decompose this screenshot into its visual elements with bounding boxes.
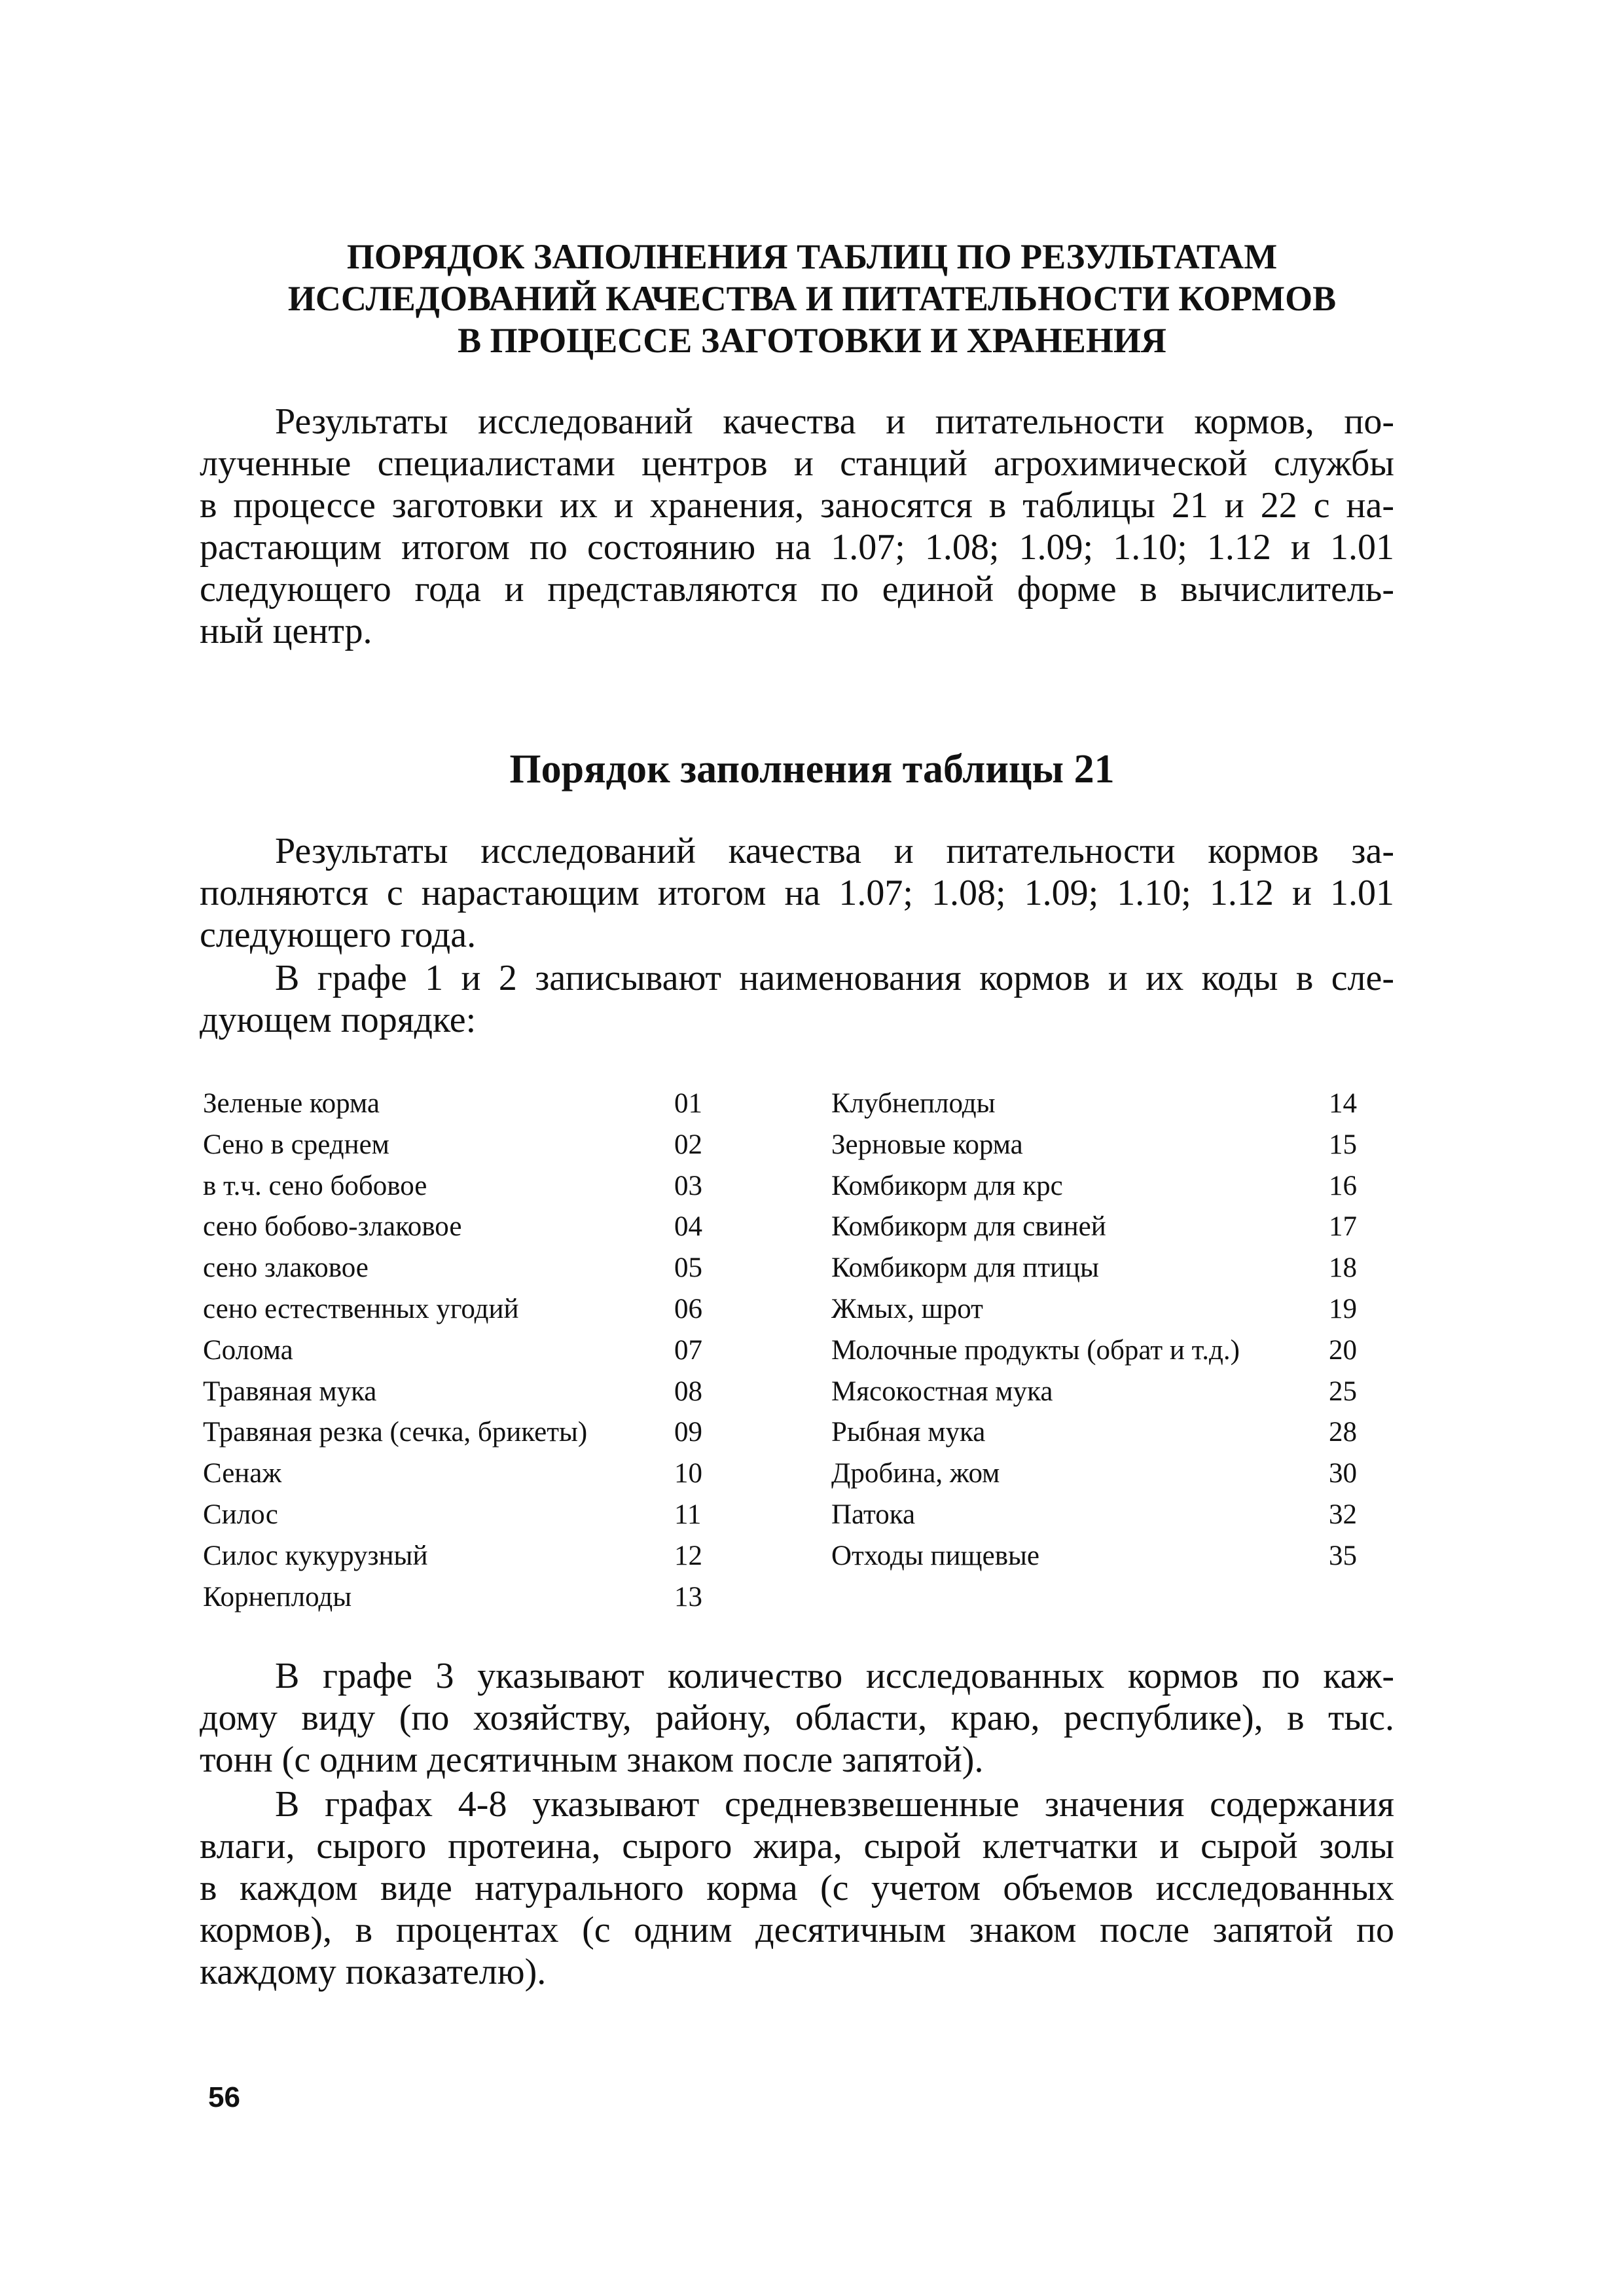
feed-code: 20 bbox=[1329, 1334, 1357, 1366]
paragraph-line: полняются с нарастающим итогом на 1.07; 1.08; 1.09; 1.10; 1.12 и 1.01 bbox=[200, 873, 1394, 913]
paragraph-line: лученные специалистами центров и станций агрохимической службы bbox=[200, 443, 1394, 484]
paragraph-line: в процессе заготовки их и хранения, заносятся в таблицы 21 и 22 с на- bbox=[200, 485, 1394, 526]
main-title-line: ПОРЯДОК ЗАПОЛНЕНИЯ ТАБЛИЦ ПО РЕЗУЛЬТАТАМ bbox=[346, 237, 1278, 276]
feed-code-row bbox=[203, 1330, 727, 1372]
feed-code-row bbox=[831, 1248, 1401, 1289]
feed-code-row bbox=[831, 1536, 1401, 1577]
feed-code: 10 bbox=[674, 1458, 702, 1489]
feed-code: 09 bbox=[674, 1417, 702, 1448]
feed-code: 05 bbox=[674, 1252, 702, 1284]
section-paragraph-2 bbox=[200, 957, 1394, 1041]
feed-name: Силос bbox=[203, 1499, 278, 1530]
feed-name: в т.ч. сено бобовое bbox=[203, 1170, 427, 1201]
intro-paragraph bbox=[200, 401, 1394, 652]
feed-code: 32 bbox=[1329, 1499, 1357, 1530]
feed-code-row bbox=[831, 1084, 1401, 1125]
paragraph-line: кормов), в процентах (с одним десятичным знаком после запятой по bbox=[200, 1910, 1394, 1950]
feed-code-row bbox=[203, 1372, 727, 1413]
feed-code-row bbox=[831, 1495, 1401, 1536]
feed-code-row bbox=[831, 1166, 1401, 1207]
paragraph-line: растающим итогом по состоянию на 1.07; 1.08; 1.09; 1.10; 1.12 и 1.01 bbox=[200, 527, 1394, 568]
feed-code: 07 bbox=[674, 1334, 702, 1366]
feed-name: Травяная мука bbox=[203, 1376, 377, 1407]
paragraph-line: в каждом виде натурального корма (с учетом объемов исследованных bbox=[200, 1868, 1394, 1908]
paragraph-line: дому виду (по хозяйству, району, области, краю, республике), в тыс. bbox=[200, 1698, 1394, 1738]
feed-name: сено естественных угодий bbox=[203, 1293, 519, 1324]
feed-name: Дробина, жом bbox=[831, 1458, 1000, 1489]
feed-code: 17 bbox=[1329, 1211, 1357, 1243]
feed-code: 01 bbox=[674, 1088, 702, 1119]
feed-code-row bbox=[831, 1372, 1401, 1413]
feed-code: 06 bbox=[674, 1293, 702, 1324]
feed-name: Солома bbox=[203, 1334, 293, 1366]
paragraph-line: влаги, сырого протеина, сырого жира, сырой клетчатки и сырой золы bbox=[200, 1826, 1394, 1867]
paragraph-line: В графах 4-8 указывают средневзвешенные значения содержания bbox=[275, 1784, 1394, 1825]
feed-name: Жмых, шрот bbox=[831, 1293, 983, 1324]
paragraph-line: каждому показателю). bbox=[200, 1952, 547, 1992]
paragraph-line: ный центр. bbox=[200, 611, 372, 651]
feed-code: 14 bbox=[1329, 1088, 1357, 1119]
feed-name: Зеленые корма bbox=[203, 1088, 380, 1119]
feed-code: 08 bbox=[674, 1376, 702, 1407]
main-title-line: В ПРОЦЕССЕ ЗАГОТОВКИ И ХРАНЕНИЯ bbox=[458, 321, 1166, 360]
feed-code: 25 bbox=[1329, 1376, 1357, 1407]
feed-name: Травяная резка (сечка, брикеты) bbox=[203, 1417, 588, 1448]
feed-code: 12 bbox=[674, 1540, 702, 1571]
feed-name: Сено в среднем bbox=[203, 1129, 389, 1160]
paragraph-line: В графе 3 указывают количество исследованных кормов по каж- bbox=[275, 1656, 1394, 1696]
paragraph-line: Результаты исследований качества и питательности кормов за- bbox=[275, 831, 1394, 871]
feed-name: Сенаж bbox=[203, 1458, 282, 1489]
feed-code: 19 bbox=[1329, 1293, 1357, 1324]
feed-code-row bbox=[831, 1125, 1401, 1166]
feed-name: Клубнеплоды bbox=[831, 1088, 996, 1119]
feed-name: Корнеплоды bbox=[203, 1581, 352, 1613]
feed-name: Патока bbox=[831, 1499, 916, 1530]
paragraph-line: следующего года. bbox=[200, 915, 477, 955]
feed-code: 03 bbox=[674, 1170, 702, 1201]
feed-code-row bbox=[203, 1577, 727, 1618]
feed-code-row bbox=[203, 1412, 727, 1453]
feed-code-row bbox=[831, 1412, 1401, 1453]
section-paragraph-3 bbox=[200, 1655, 1394, 1781]
feed-code-row bbox=[831, 1330, 1401, 1372]
feed-code: 11 bbox=[674, 1499, 702, 1530]
section-paragraph-4 bbox=[200, 1783, 1394, 1993]
paragraph-line: В графе 1 и 2 записывают наименования кормов и их коды в сле- bbox=[275, 958, 1394, 998]
feed-code: 30 bbox=[1329, 1458, 1357, 1489]
feed-code: 28 bbox=[1329, 1417, 1357, 1448]
feed-code-row bbox=[831, 1207, 1401, 1248]
feed-code-row bbox=[203, 1084, 727, 1125]
section-heading: Порядок заполнения таблицы 21 bbox=[509, 747, 1115, 792]
paragraph-line: следующего года и представляются по единой форме в вычислитель- bbox=[200, 569, 1394, 610]
paragraph-line: дующем порядке: bbox=[200, 1000, 477, 1040]
feed-name: Комбикорм для крс bbox=[831, 1170, 1063, 1201]
feed-name: Комбикорм для свиней bbox=[831, 1211, 1106, 1243]
feed-name: Комбикорм для птицы bbox=[831, 1252, 1099, 1284]
feed-code: 35 bbox=[1329, 1540, 1357, 1571]
feed-code-row bbox=[203, 1125, 727, 1166]
feed-codes-left-column bbox=[203, 1084, 727, 1618]
feed-code-row bbox=[203, 1248, 727, 1289]
feed-code-row bbox=[203, 1536, 727, 1577]
feed-code-row bbox=[203, 1289, 727, 1330]
feed-code-row bbox=[203, 1453, 727, 1495]
section-paragraph-1 bbox=[200, 830, 1394, 956]
feed-code-row bbox=[203, 1166, 727, 1207]
feed-name: Зерновые корма bbox=[831, 1129, 1023, 1160]
feed-code: 15 bbox=[1329, 1129, 1357, 1160]
page-number: 56 bbox=[208, 2081, 240, 2113]
feed-codes-right-column bbox=[831, 1084, 1401, 1577]
main-title bbox=[196, 236, 1428, 361]
feed-code: 04 bbox=[674, 1211, 702, 1243]
paragraph-line: Результаты исследований качества и питательности кормов, по- bbox=[275, 401, 1394, 442]
feed-code: 13 bbox=[674, 1581, 702, 1613]
feed-name: Отходы пищевые bbox=[831, 1540, 1039, 1571]
feed-code: 02 bbox=[674, 1129, 702, 1160]
feed-name: Мясокостная мука bbox=[831, 1376, 1053, 1407]
feed-code-row bbox=[203, 1207, 727, 1248]
feed-code: 18 bbox=[1329, 1252, 1357, 1284]
feed-code: 16 bbox=[1329, 1170, 1357, 1201]
feed-name: сено злаковое bbox=[203, 1252, 369, 1284]
feed-name: Молочные продукты (обрат и т.д.) bbox=[831, 1334, 1240, 1366]
feed-code-row bbox=[831, 1453, 1401, 1495]
main-title-line: ИССЛЕДОВАНИЙ КАЧЕСТВА И ПИТАТЕЛЬНОСТИ КОРМОВ bbox=[287, 279, 1337, 318]
feed-code-row bbox=[831, 1289, 1401, 1330]
feed-name: сено бобово-злаковое bbox=[203, 1211, 462, 1243]
feed-name: Рыбная мука bbox=[831, 1417, 986, 1448]
paragraph-line: тонн (с одним десятичным знаком после запятой). bbox=[200, 1740, 984, 1780]
feed-name: Силос кукурузный bbox=[203, 1540, 428, 1571]
feed-code-row bbox=[203, 1495, 727, 1536]
